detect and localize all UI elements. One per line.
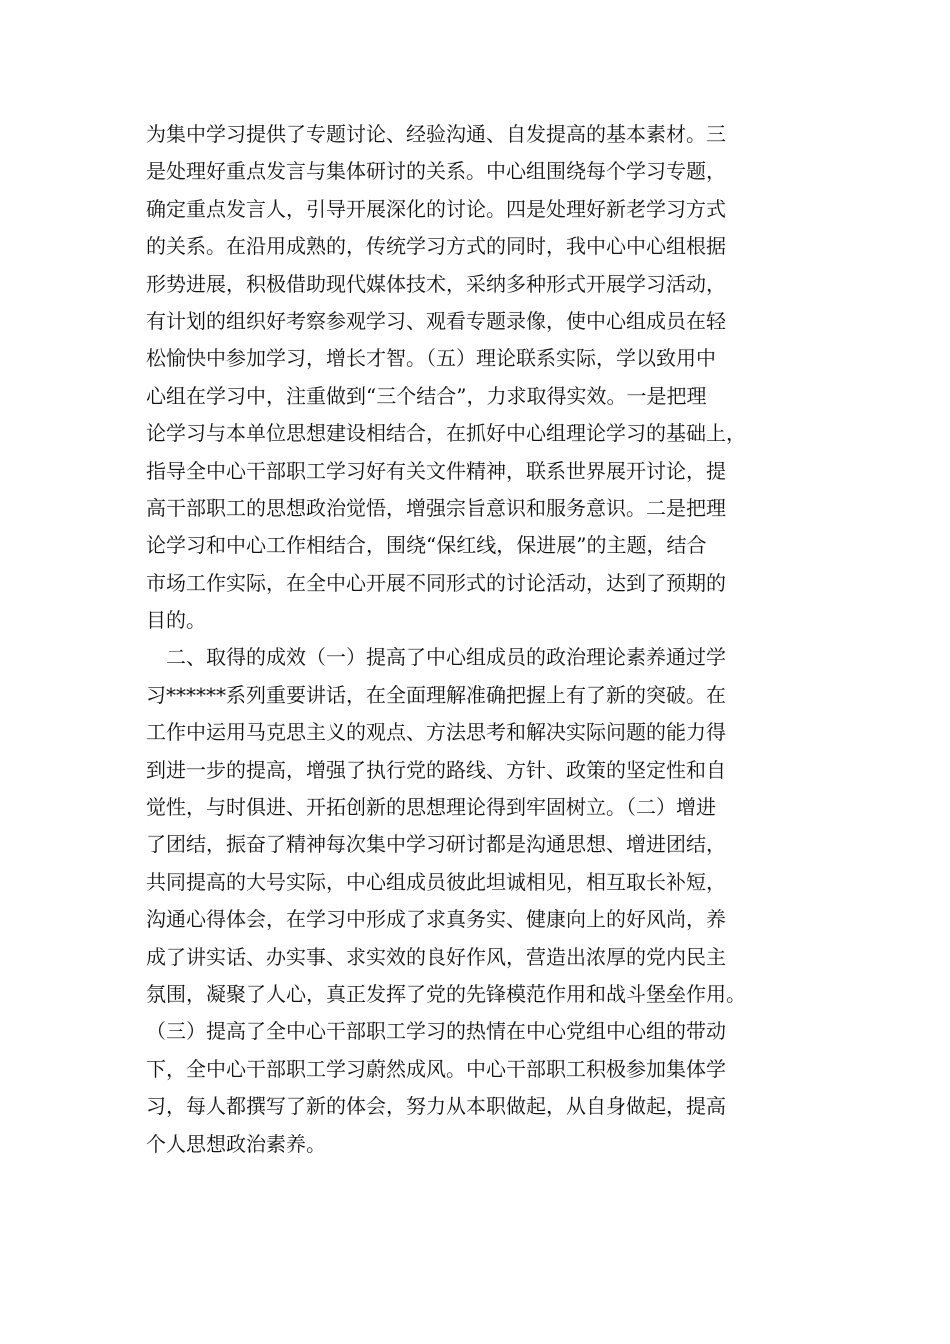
text-line: 氛围，凝聚了人心，真正发挥了党的先锋模范作用和战斗堡垒作用。 (146, 981, 746, 1006)
text-line: 到进一步的提高，增强了执行党的路线、方针、政策的坚定性和自 (146, 757, 726, 782)
text-line: 下，全中心干部职工学习蔚然成风。中心干部职工积极参加集体学 (146, 1056, 726, 1081)
text-line: 松愉快中参加学习，增长才智。（五）理论联系实际，学以致用中 (146, 346, 716, 371)
text-line: 个人思想政治素养。 (146, 1131, 326, 1156)
text-line: 沟通心得体会，在学习中形成了求真务实、健康向上的好风尚，养 (146, 907, 726, 932)
text-line: 是处理好重点发言与集体研讨的关系。中心组围绕每个学习专题， (146, 159, 726, 184)
text-line: 觉性，与时俱进、开拓创新的思想理论得到牢固树立。（二）增进 (146, 795, 716, 820)
text-line: 了团结，振奋了精神每次集中学习研讨都是沟通思想、增进团结， (146, 832, 726, 857)
text-line: 习******系列重要讲话，在全面理解准确把握上有了新的突破。在 (146, 682, 726, 707)
text-line: 市场工作实际，在全中心开展不同形式的讨论活动，达到了预期的 (146, 570, 726, 595)
document-body (146, 116, 816, 1163)
text-line: 论学习和中心工作相结合，围绕“保红线，保进展”的主题，结合 (146, 533, 707, 558)
text-line: 确定重点发言人，引导开展深化的讨论。四是处理好新老学习方式 (146, 196, 726, 221)
text-line: 目的。 (146, 608, 206, 633)
text-line: 为集中学习提供了专题讨论、经验沟通、自发提高的基本素材。三 (146, 122, 726, 146)
text-line: 心组在学习中，注重做到“三个结合”，力求取得实效。一是把理 (146, 383, 707, 408)
text-line: 共同提高的大号实际，中心组成员彼此坦诚相见，相互取长补短， (146, 869, 726, 894)
text-line: 二、取得的成效（一）提高了中心组成员的政治理论素养通过学 (146, 645, 726, 670)
text-line: 高干部职工的思想政治觉悟，增强宗旨意识和服务意识。二是把理 (146, 495, 726, 520)
text-line: 论学习与本单位思想建设相结合，在抓好中心组理论学习的基础上， (146, 421, 746, 446)
text-line: 成了讲实话、办实事、求实效的良好作风，营造出浓厚的党内民主 (146, 944, 726, 969)
text-line: 工作中运用马克思主义的观点、方法思考和解决实际问题的能力得 (146, 720, 726, 745)
text-line: （三）提高了全中心干部职工学习的热情在中心党组中心组的带动 (146, 1019, 726, 1044)
text-line: 的关系。在沿用成熟的，传统学习方式的同时，我中心中心组根据 (146, 234, 726, 259)
text-line: 习，每人都撰写了新的体会，努力从本职做起，从自身做起，提高 (146, 1094, 726, 1119)
text-line: 指导全中心干部职工学习好有关文件精神，联系世界展开讨论，提 (146, 458, 726, 483)
text-line: 有计划的组织好考察参观学习、观看专题录像，使中心组成员在轻 (146, 308, 726, 333)
text-line: 形势进展，积极借助现代媒体技术，采纳多种形式开展学习活动， (146, 271, 726, 296)
